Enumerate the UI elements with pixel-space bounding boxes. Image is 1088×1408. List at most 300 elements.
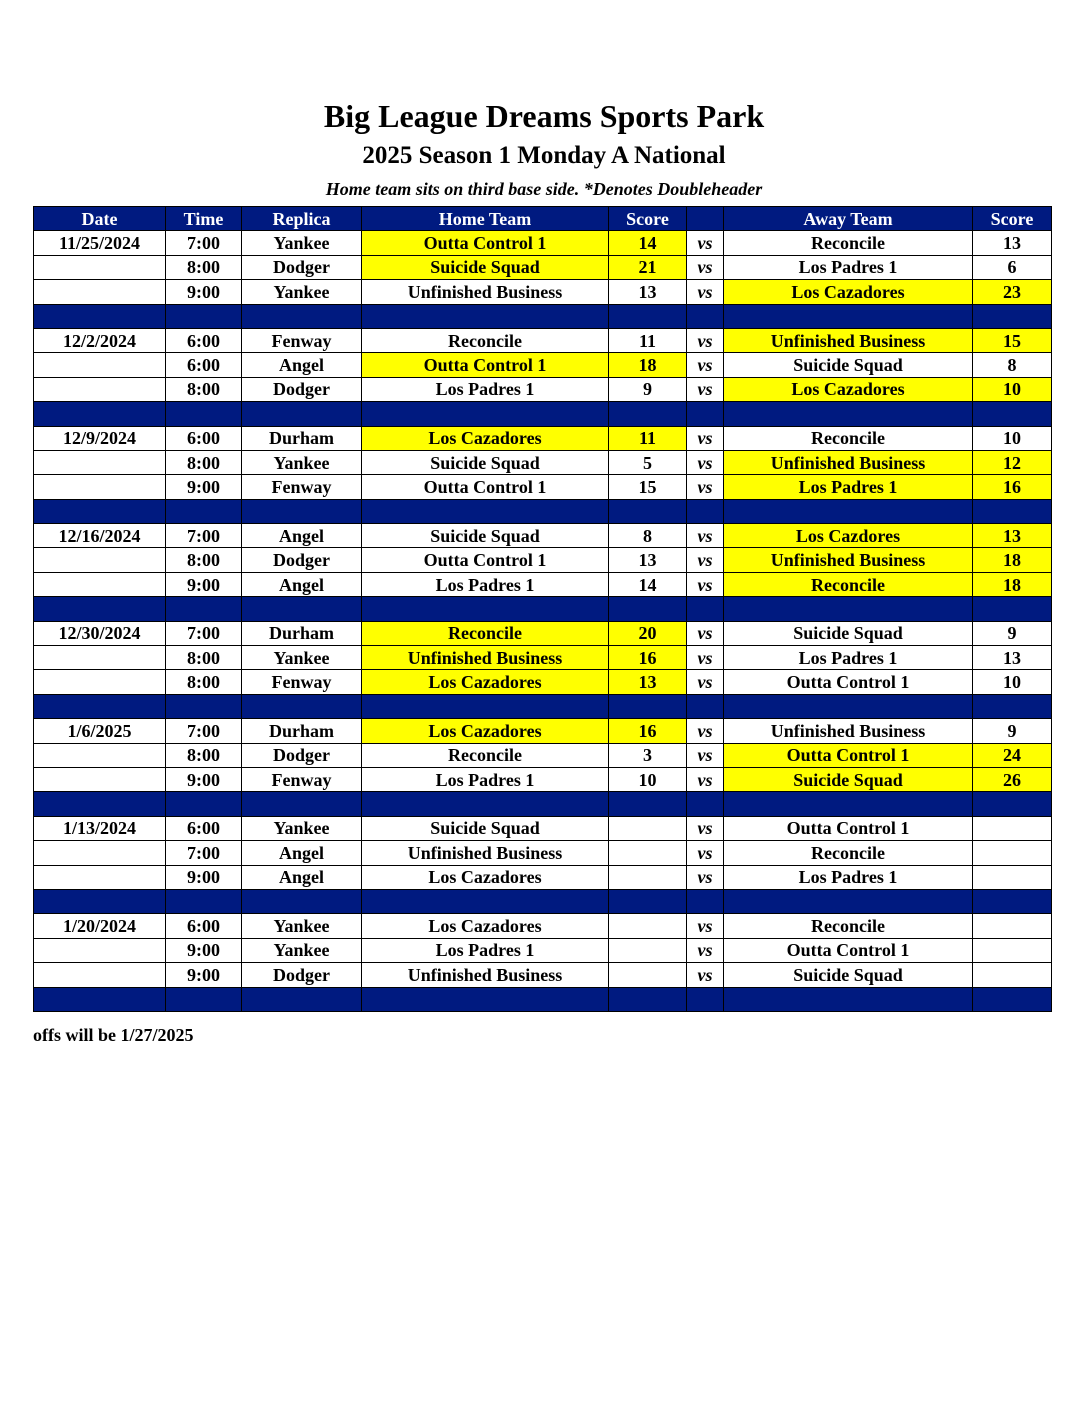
week-separator-row bbox=[34, 402, 1052, 426]
game-row bbox=[34, 963, 1052, 987]
separator-cell bbox=[724, 694, 973, 718]
home-team-cell: Suicide Squad bbox=[362, 450, 609, 474]
game-row bbox=[34, 524, 1052, 548]
home-team-cell: Reconcile bbox=[362, 743, 609, 767]
date-cell bbox=[34, 377, 166, 401]
home-score-cell: 3 bbox=[609, 743, 687, 767]
vs-cell: vs bbox=[687, 841, 724, 865]
away-team-cell: Los Padres 1 bbox=[724, 646, 973, 670]
home-score-cell: 14 bbox=[609, 231, 687, 255]
replica-cell: Dodger bbox=[242, 255, 362, 279]
time-cell: 6:00 bbox=[166, 328, 242, 352]
date-cell: 1/20/2024 bbox=[34, 914, 166, 938]
separator-cell bbox=[166, 304, 242, 328]
away-score-cell: 10 bbox=[973, 670, 1052, 694]
separator-cell bbox=[609, 499, 687, 523]
vs-cell: vs bbox=[687, 255, 724, 279]
game-row bbox=[34, 621, 1052, 645]
separator-cell bbox=[242, 597, 362, 621]
replica-cell: Angel bbox=[242, 353, 362, 377]
away-score-cell bbox=[973, 963, 1052, 987]
time-cell: 7:00 bbox=[166, 841, 242, 865]
separator-cell bbox=[34, 402, 166, 426]
time-cell: 7:00 bbox=[166, 231, 242, 255]
separator-cell bbox=[242, 987, 362, 1011]
vs-cell: vs bbox=[687, 328, 724, 352]
separator-cell bbox=[609, 402, 687, 426]
home-team-cell: Suicide Squad bbox=[362, 524, 609, 548]
time-cell: 6:00 bbox=[166, 353, 242, 377]
away-team-cell: Los Cazadores bbox=[724, 377, 973, 401]
home-score-cell: 15 bbox=[609, 475, 687, 499]
away-team-cell: Unfinished Business bbox=[724, 548, 973, 572]
separator-cell bbox=[166, 597, 242, 621]
away-score-cell: 12 bbox=[973, 450, 1052, 474]
replica-cell: Yankee bbox=[242, 816, 362, 840]
home-score-cell bbox=[609, 963, 687, 987]
separator-cell bbox=[166, 499, 242, 523]
date-cell: 1/13/2024 bbox=[34, 816, 166, 840]
home-team-cell: Reconcile bbox=[362, 621, 609, 645]
away-score-cell bbox=[973, 914, 1052, 938]
time-cell: 8:00 bbox=[166, 670, 242, 694]
time-cell: 9:00 bbox=[166, 963, 242, 987]
away-score-cell: 18 bbox=[973, 548, 1052, 572]
week-separator-row bbox=[34, 694, 1052, 718]
home-score-cell bbox=[609, 865, 687, 889]
separator-cell bbox=[166, 694, 242, 718]
col-home-team-header: Home Team bbox=[362, 207, 609, 231]
game-row bbox=[34, 548, 1052, 572]
away-score-cell: 24 bbox=[973, 743, 1052, 767]
separator-cell bbox=[609, 597, 687, 621]
col-date-header: Date bbox=[34, 207, 166, 231]
away-score-cell bbox=[973, 816, 1052, 840]
separator-cell bbox=[724, 499, 973, 523]
game-row bbox=[34, 328, 1052, 352]
home-team-cell: Outta Control 1 bbox=[362, 475, 609, 499]
time-cell: 8:00 bbox=[166, 646, 242, 670]
away-score-cell: 26 bbox=[973, 767, 1052, 791]
vs-cell: vs bbox=[687, 280, 724, 304]
away-score-cell: 16 bbox=[973, 475, 1052, 499]
separator-cell bbox=[973, 499, 1052, 523]
separator-cell bbox=[724, 889, 973, 913]
game-row bbox=[34, 743, 1052, 767]
separator-cell bbox=[973, 694, 1052, 718]
time-cell: 8:00 bbox=[166, 377, 242, 401]
replica-cell: Fenway bbox=[242, 767, 362, 791]
away-team-cell: Reconcile bbox=[724, 572, 973, 596]
separator-cell bbox=[34, 499, 166, 523]
separator-cell bbox=[34, 792, 166, 816]
time-cell: 8:00 bbox=[166, 450, 242, 474]
separator-cell bbox=[166, 402, 242, 426]
separator-cell bbox=[242, 304, 362, 328]
time-cell: 9:00 bbox=[166, 767, 242, 791]
date-cell bbox=[34, 767, 166, 791]
separator-cell bbox=[724, 597, 973, 621]
replica-cell: Angel bbox=[242, 841, 362, 865]
home-score-cell: 14 bbox=[609, 572, 687, 596]
separator-cell bbox=[973, 792, 1052, 816]
away-score-cell: 9 bbox=[973, 621, 1052, 645]
date-cell bbox=[34, 353, 166, 377]
home-team-cell: Los Cazadores bbox=[362, 670, 609, 694]
col-replica-header: Replica bbox=[242, 207, 362, 231]
vs-cell: vs bbox=[687, 231, 724, 255]
time-cell: 6:00 bbox=[166, 426, 242, 450]
vs-cell: vs bbox=[687, 450, 724, 474]
separator-cell bbox=[609, 987, 687, 1011]
replica-cell: Durham bbox=[242, 426, 362, 450]
time-cell: 8:00 bbox=[166, 255, 242, 279]
season-subtitle: 2025 Season 1 Monday A National bbox=[362, 142, 726, 169]
home-team-cell: Los Padres 1 bbox=[362, 377, 609, 401]
home-team-cell: Unfinished Business bbox=[362, 841, 609, 865]
replica-cell: Dodger bbox=[242, 963, 362, 987]
game-row bbox=[34, 719, 1052, 743]
replica-cell: Dodger bbox=[242, 743, 362, 767]
separator-cell bbox=[34, 304, 166, 328]
home-team-cell: Los Cazadores bbox=[362, 719, 609, 743]
separator-cell bbox=[687, 304, 724, 328]
game-row bbox=[34, 841, 1052, 865]
replica-cell: Dodger bbox=[242, 548, 362, 572]
replica-cell: Yankee bbox=[242, 914, 362, 938]
away-score-cell bbox=[973, 938, 1052, 962]
away-score-cell: 18 bbox=[973, 572, 1052, 596]
vs-cell: vs bbox=[687, 938, 724, 962]
time-cell: 6:00 bbox=[166, 816, 242, 840]
date-cell: 12/30/2024 bbox=[34, 621, 166, 645]
home-score-cell: 13 bbox=[609, 548, 687, 572]
col-time-header: Time bbox=[166, 207, 242, 231]
separator-cell bbox=[242, 402, 362, 426]
col-away-team-header: Away Team bbox=[724, 207, 973, 231]
time-cell: 9:00 bbox=[166, 475, 242, 499]
separator-cell bbox=[973, 889, 1052, 913]
vs-cell: vs bbox=[687, 767, 724, 791]
away-score-cell: 10 bbox=[973, 426, 1052, 450]
away-score-cell: 23 bbox=[973, 280, 1052, 304]
separator-cell bbox=[973, 402, 1052, 426]
home-score-cell: 13 bbox=[609, 280, 687, 304]
separator-cell bbox=[973, 987, 1052, 1011]
away-score-cell: 9 bbox=[973, 719, 1052, 743]
away-team-cell: Reconcile bbox=[724, 841, 973, 865]
replica-cell: Yankee bbox=[242, 450, 362, 474]
game-row bbox=[34, 450, 1052, 474]
home-score-cell bbox=[609, 938, 687, 962]
week-separator-row bbox=[34, 597, 1052, 621]
replica-cell: Angel bbox=[242, 572, 362, 596]
date-cell: 12/2/2024 bbox=[34, 328, 166, 352]
separator-cell bbox=[242, 889, 362, 913]
home-team-cell: Outta Control 1 bbox=[362, 353, 609, 377]
schedule-note: Home team sits on third base side. *Denotes Doubleheader bbox=[325, 179, 763, 199]
col-vs-header bbox=[687, 207, 724, 231]
replica-cell: Yankee bbox=[242, 938, 362, 962]
date-cell bbox=[34, 646, 166, 670]
separator-cell bbox=[973, 597, 1052, 621]
vs-cell: vs bbox=[687, 670, 724, 694]
game-row bbox=[34, 255, 1052, 279]
away-score-cell: 13 bbox=[973, 231, 1052, 255]
separator-cell bbox=[724, 402, 973, 426]
schedule-body bbox=[34, 231, 1052, 1012]
away-team-cell: Unfinished Business bbox=[724, 450, 973, 474]
away-score-cell: 13 bbox=[973, 646, 1052, 670]
replica-cell: Angel bbox=[242, 865, 362, 889]
separator-cell bbox=[362, 597, 609, 621]
vs-cell: vs bbox=[687, 743, 724, 767]
away-score-cell: 10 bbox=[973, 377, 1052, 401]
time-cell: 7:00 bbox=[166, 621, 242, 645]
home-score-cell: 9 bbox=[609, 377, 687, 401]
home-score-cell: 18 bbox=[609, 353, 687, 377]
vs-cell: vs bbox=[687, 475, 724, 499]
game-row bbox=[34, 767, 1052, 791]
home-score-cell: 8 bbox=[609, 524, 687, 548]
home-team-cell: Los Padres 1 bbox=[362, 938, 609, 962]
playoffs-note: offs will be 1/27/2025 bbox=[33, 1025, 194, 1045]
separator-cell bbox=[34, 889, 166, 913]
separator-cell bbox=[362, 304, 609, 328]
home-team-cell: Reconcile bbox=[362, 328, 609, 352]
separator-cell bbox=[609, 304, 687, 328]
separator-cell bbox=[687, 499, 724, 523]
game-row bbox=[34, 670, 1052, 694]
time-cell: 9:00 bbox=[166, 280, 242, 304]
vs-cell: vs bbox=[687, 524, 724, 548]
home-team-cell: Unfinished Business bbox=[362, 646, 609, 670]
header-row bbox=[34, 207, 1052, 231]
away-team-cell: Reconcile bbox=[724, 426, 973, 450]
away-team-cell: Los Padres 1 bbox=[724, 865, 973, 889]
page-title: Big League Dreams Sports Park bbox=[323, 98, 765, 134]
separator-cell bbox=[34, 987, 166, 1011]
home-score-cell bbox=[609, 914, 687, 938]
away-team-cell: Outta Control 1 bbox=[724, 816, 973, 840]
date-cell bbox=[34, 255, 166, 279]
away-team-cell: Los Cazdores bbox=[724, 524, 973, 548]
separator-cell bbox=[34, 597, 166, 621]
home-score-cell: 11 bbox=[609, 426, 687, 450]
replica-cell: Fenway bbox=[242, 475, 362, 499]
away-score-cell: 8 bbox=[973, 353, 1052, 377]
time-cell: 9:00 bbox=[166, 865, 242, 889]
replica-cell: Dodger bbox=[242, 377, 362, 401]
away-team-cell: Unfinished Business bbox=[724, 328, 973, 352]
separator-cell bbox=[362, 889, 609, 913]
vs-cell: vs bbox=[687, 865, 724, 889]
vs-cell: vs bbox=[687, 914, 724, 938]
separator-cell bbox=[687, 402, 724, 426]
home-team-cell: Los Padres 1 bbox=[362, 572, 609, 596]
col-home-score-header: Score bbox=[609, 207, 687, 231]
home-score-cell: 21 bbox=[609, 255, 687, 279]
separator-cell bbox=[242, 792, 362, 816]
game-row bbox=[34, 646, 1052, 670]
away-team-cell: Los Cazadores bbox=[724, 280, 973, 304]
separator-cell bbox=[687, 792, 724, 816]
date-cell bbox=[34, 670, 166, 694]
game-row bbox=[34, 475, 1052, 499]
replica-cell: Angel bbox=[242, 524, 362, 548]
replica-cell: Yankee bbox=[242, 231, 362, 255]
time-cell: 6:00 bbox=[166, 914, 242, 938]
away-team-cell: Outta Control 1 bbox=[724, 670, 973, 694]
week-separator-row bbox=[34, 889, 1052, 913]
col-away-score-header: Score bbox=[973, 207, 1052, 231]
replica-cell: Durham bbox=[242, 621, 362, 645]
home-score-cell: 10 bbox=[609, 767, 687, 791]
separator-cell bbox=[609, 889, 687, 913]
separator-cell bbox=[724, 792, 973, 816]
home-team-cell: Unfinished Business bbox=[362, 963, 609, 987]
separator-cell bbox=[166, 987, 242, 1011]
away-team-cell: Suicide Squad bbox=[724, 963, 973, 987]
vs-cell: vs bbox=[687, 963, 724, 987]
separator-cell bbox=[362, 402, 609, 426]
game-row bbox=[34, 353, 1052, 377]
time-cell: 7:00 bbox=[166, 524, 242, 548]
home-team-cell: Los Padres 1 bbox=[362, 767, 609, 791]
home-score-cell: 20 bbox=[609, 621, 687, 645]
home-score-cell: 5 bbox=[609, 450, 687, 474]
replica-cell: Durham bbox=[242, 719, 362, 743]
separator-cell bbox=[34, 694, 166, 718]
home-team-cell: Outta Control 1 bbox=[362, 231, 609, 255]
time-cell: 9:00 bbox=[166, 938, 242, 962]
vs-cell: vs bbox=[687, 719, 724, 743]
date-cell: 12/9/2024 bbox=[34, 426, 166, 450]
vs-cell: vs bbox=[687, 621, 724, 645]
game-row bbox=[34, 572, 1052, 596]
home-score-cell bbox=[609, 841, 687, 865]
date-cell bbox=[34, 572, 166, 596]
away-score-cell: 6 bbox=[973, 255, 1052, 279]
vs-cell: vs bbox=[687, 426, 724, 450]
time-cell: 8:00 bbox=[166, 548, 242, 572]
game-row bbox=[34, 816, 1052, 840]
date-cell: 12/16/2024 bbox=[34, 524, 166, 548]
replica-cell: Yankee bbox=[242, 280, 362, 304]
separator-cell bbox=[724, 987, 973, 1011]
separator-cell bbox=[687, 694, 724, 718]
week-separator-row bbox=[34, 304, 1052, 328]
away-team-cell: Los Padres 1 bbox=[724, 475, 973, 499]
game-row bbox=[34, 426, 1052, 450]
vs-cell: vs bbox=[687, 377, 724, 401]
home-score-cell bbox=[609, 816, 687, 840]
home-team-cell: Outta Control 1 bbox=[362, 548, 609, 572]
home-team-cell: Los Cazadores bbox=[362, 865, 609, 889]
replica-cell: Yankee bbox=[242, 646, 362, 670]
home-team-cell: Los Cazadores bbox=[362, 426, 609, 450]
home-score-cell: 13 bbox=[609, 670, 687, 694]
date-cell bbox=[34, 475, 166, 499]
week-separator-row bbox=[34, 987, 1052, 1011]
time-cell: 7:00 bbox=[166, 719, 242, 743]
away-team-cell: Outta Control 1 bbox=[724, 938, 973, 962]
vs-cell: vs bbox=[687, 816, 724, 840]
vs-cell: vs bbox=[687, 548, 724, 572]
vs-cell: vs bbox=[687, 646, 724, 670]
week-separator-row bbox=[34, 792, 1052, 816]
game-row bbox=[34, 377, 1052, 401]
away-score-cell: 15 bbox=[973, 328, 1052, 352]
separator-cell bbox=[362, 987, 609, 1011]
separator-cell bbox=[687, 987, 724, 1011]
schedule-table bbox=[33, 206, 1052, 1012]
separator-cell bbox=[609, 694, 687, 718]
vs-cell: vs bbox=[687, 353, 724, 377]
date-cell bbox=[34, 963, 166, 987]
away-team-cell: Suicide Squad bbox=[724, 353, 973, 377]
away-team-cell: Outta Control 1 bbox=[724, 743, 973, 767]
separator-cell bbox=[609, 792, 687, 816]
separator-cell bbox=[362, 499, 609, 523]
game-row bbox=[34, 865, 1052, 889]
time-cell: 8:00 bbox=[166, 743, 242, 767]
separator-cell bbox=[724, 304, 973, 328]
date-cell: 1/6/2025 bbox=[34, 719, 166, 743]
home-team-cell: Unfinished Business bbox=[362, 280, 609, 304]
home-team-cell: Los Cazadores bbox=[362, 914, 609, 938]
separator-cell bbox=[687, 889, 724, 913]
date-cell bbox=[34, 865, 166, 889]
week-separator-row bbox=[34, 499, 1052, 523]
away-team-cell: Suicide Squad bbox=[724, 621, 973, 645]
away-team-cell: Reconcile bbox=[724, 914, 973, 938]
game-row bbox=[34, 231, 1052, 255]
home-score-cell: 11 bbox=[609, 328, 687, 352]
away-team-cell: Suicide Squad bbox=[724, 767, 973, 791]
home-team-cell: Suicide Squad bbox=[362, 255, 609, 279]
home-score-cell: 16 bbox=[609, 719, 687, 743]
away-score-cell bbox=[973, 865, 1052, 889]
away-team-cell: Unfinished Business bbox=[724, 719, 973, 743]
separator-cell bbox=[242, 694, 362, 718]
replica-cell: Fenway bbox=[242, 328, 362, 352]
date-cell bbox=[34, 280, 166, 304]
date-cell: 11/25/2024 bbox=[34, 231, 166, 255]
date-cell bbox=[34, 743, 166, 767]
home-score-cell: 16 bbox=[609, 646, 687, 670]
date-cell bbox=[34, 841, 166, 865]
away-score-cell bbox=[973, 841, 1052, 865]
separator-cell bbox=[362, 694, 609, 718]
date-cell bbox=[34, 450, 166, 474]
separator-cell bbox=[166, 889, 242, 913]
vs-cell: vs bbox=[687, 572, 724, 596]
separator-cell bbox=[687, 597, 724, 621]
date-cell bbox=[34, 938, 166, 962]
away-team-cell: Reconcile bbox=[724, 231, 973, 255]
separator-cell bbox=[166, 792, 242, 816]
replica-cell: Fenway bbox=[242, 670, 362, 694]
away-score-cell: 13 bbox=[973, 524, 1052, 548]
game-row bbox=[34, 914, 1052, 938]
time-cell: 9:00 bbox=[166, 572, 242, 596]
separator-cell bbox=[362, 792, 609, 816]
separator-cell bbox=[973, 304, 1052, 328]
separator-cell bbox=[242, 499, 362, 523]
home-team-cell: Suicide Squad bbox=[362, 816, 609, 840]
away-team-cell: Los Padres 1 bbox=[724, 255, 973, 279]
